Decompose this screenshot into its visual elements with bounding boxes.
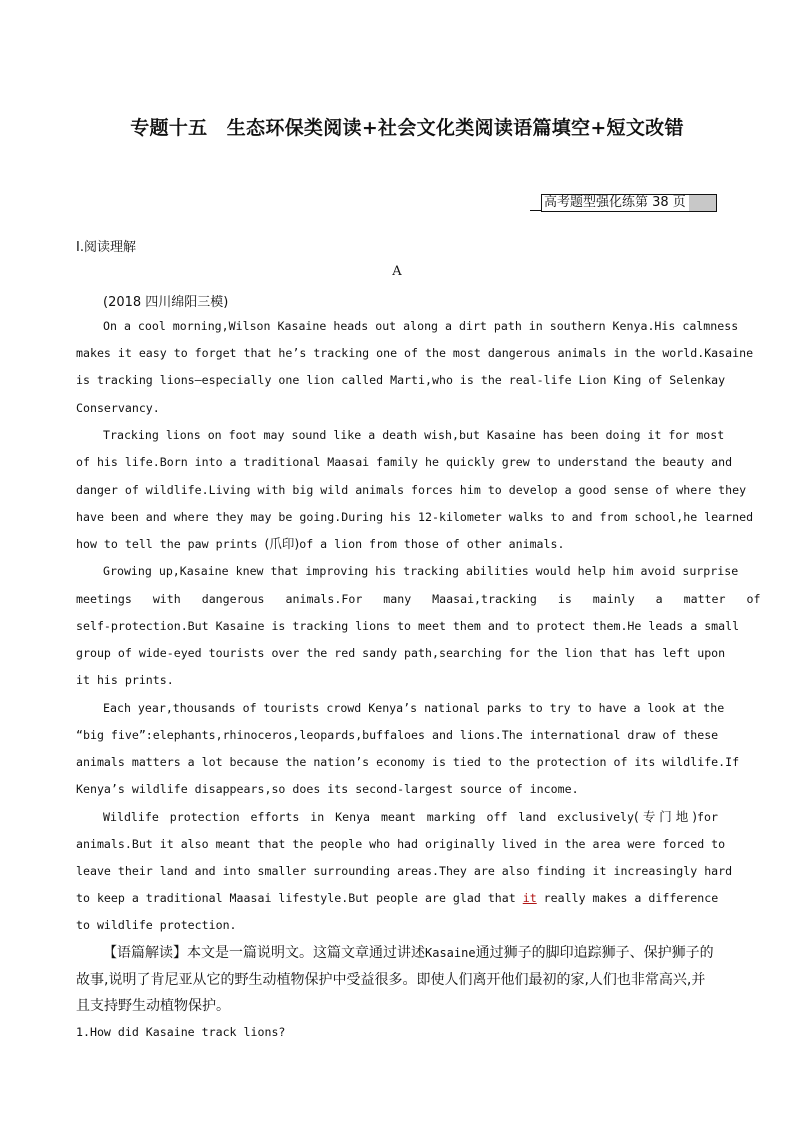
passage-line: danger of wildlife.Living with big wild animals forces him to develop a good sense of where they xyxy=(76,483,747,497)
passage-line: of his life.Born into a traditional Maasai family he quickly grew to understand the beauty and xyxy=(76,455,733,469)
section-heading: Ⅰ.阅读理解 xyxy=(76,240,136,255)
analysis-line: 且支持野生动植物保护。 xyxy=(76,998,230,1014)
exercise-page-badge xyxy=(541,194,717,212)
passage-line xyxy=(76,534,718,554)
passage-line: leave their land and into smaller surrounding areas.They are also finding it increasingly hard xyxy=(76,864,733,878)
passage-text: how to tell the paw prints xyxy=(76,537,265,551)
analysis-text: 通过狮子的脚印追踪狮子、保护狮子的 xyxy=(475,945,714,961)
passage-line: Tracking lions on foot may sound like a death wish,but Kasaine has been doing it for most xyxy=(103,428,725,442)
passage-line: animals.But it also meant that the people who had originally lived in the area were forced to xyxy=(76,837,726,851)
passage-line: On a cool morning,Wilson Kasaine heads out along a dirt path in southern Kenya.His calmness xyxy=(103,319,739,333)
analysis-text: 【语篇解读】本文是一篇说明文。这篇文章通过讲述 xyxy=(103,945,425,961)
passage-text: Wildlife protection efforts in Kenya meant marking off land exclusively xyxy=(103,810,635,824)
passage-line: group of wide-eyed tourists over the red sandy path,searching for the lion that has left upon xyxy=(76,646,726,660)
passage-line: animals matters a lot because the nation’s economy is tied to the protection of its wildlife.If xyxy=(76,755,740,769)
badge-shade xyxy=(689,195,716,211)
passage-line: makes it easy to forget that he’s tracking one of the most dangerous animals in the world.Kasaine xyxy=(76,346,754,360)
badge-label: 高考题型强化练第 38 页 xyxy=(544,195,686,210)
passage-line: “big five”:elephants,rhinoceros,leopards,buffaloes and lions.The international draw of these xyxy=(76,728,719,742)
passage-line: have been and where they may be going.During his 12-kilometer walks to and from school,he learned xyxy=(76,510,754,524)
analysis-name: Kasaine xyxy=(425,946,476,960)
gloss-paw-prints: (爪印) xyxy=(264,536,300,551)
passage-label: A xyxy=(392,264,402,279)
gloss-exclusively: (专门地) xyxy=(634,809,698,824)
passage-line: self-protection.But Kasaine is tracking lions to meet them and to protect them.He leads a small xyxy=(76,619,740,633)
passage-line: Growing up,Kasaine knew that improving his tracking abilities would help him avoid surprise xyxy=(103,564,739,578)
passage-line: Conservancy. xyxy=(76,401,160,415)
page-title: 专题十五 生态环保类阅读+社会文化类阅读语篇填空+短文改错 xyxy=(130,117,684,139)
passage-source: (2018 四川绵阳三模) xyxy=(103,295,229,310)
passage-line xyxy=(103,807,718,827)
analysis-line: 故事,说明了肯尼亚从它的野生动植物保护中受益很多。即使人们离开他们最初的家,人们也非常高兴,并 xyxy=(76,972,706,988)
passage-line: meetings with dangerous animals.For many Maasai,tracking is mainly a matter of xyxy=(76,592,761,606)
passage-text: of a lion from those of other animals. xyxy=(299,537,565,551)
passage-text: to keep a traditional Maasai lifestyle.But people are glad that xyxy=(76,891,523,905)
passage-text: for xyxy=(697,810,718,824)
question-1: 1.How did Kasaine track lions? xyxy=(76,1025,286,1039)
passage-line: Each year,thousands of tourists crowd Kenya’s national parks to try to have a look at the xyxy=(103,701,725,715)
highlighted-word: it xyxy=(522,891,537,905)
passage-text: really makes a difference xyxy=(536,891,719,905)
passage-line: to wildlife protection. xyxy=(76,918,237,932)
passage-line: it his prints. xyxy=(76,673,174,687)
passage-line xyxy=(76,888,718,908)
analysis-line xyxy=(103,941,718,965)
passage-line: Kenya’s wildlife disappears,so does its second-largest source of income. xyxy=(76,782,579,796)
passage-line: is tracking lions—especially one lion called Marti,who is the real-life Lion King of Selenkay xyxy=(76,373,726,387)
